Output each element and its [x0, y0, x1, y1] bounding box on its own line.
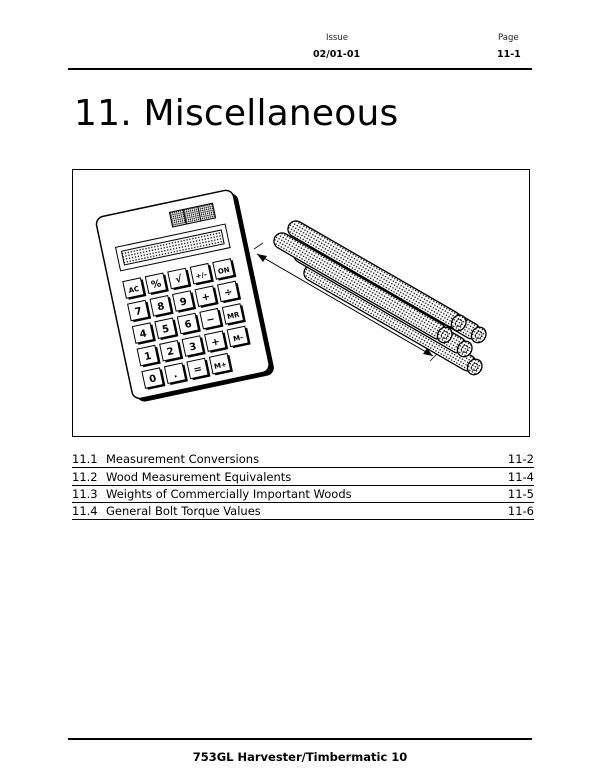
calculator-key-label: AC [127, 284, 140, 296]
issue-label: Issue [326, 33, 348, 43]
page-label: Page [498, 33, 519, 43]
calculator-key-label: % [150, 278, 163, 292]
calculator-key [218, 281, 242, 304]
calculator-key [200, 308, 224, 331]
toc-label: General Bolt Torque Values [106, 504, 261, 518]
calculator-key-label: 8 [156, 301, 166, 314]
calculator-key [132, 322, 156, 345]
toc-label: Weights of Commercially Important Woods [106, 487, 352, 501]
calculator-key [150, 295, 174, 318]
toc-page: 11-4 [507, 470, 534, 484]
calculator-key-label: = [192, 363, 204, 377]
toc-page: 11-2 [507, 452, 534, 466]
calculator-key-label: + [210, 336, 221, 349]
issue-date: 02/01-01 [313, 49, 361, 60]
calculator-key-label: MR [226, 310, 241, 322]
calculator-key [222, 303, 246, 326]
calculator-key [182, 335, 206, 358]
toc-entry[interactable] [72, 487, 534, 503]
calculator-key [164, 363, 188, 386]
toc-number: 11.4 [72, 504, 98, 518]
calculator-key-label: 5 [161, 323, 171, 336]
calculator-key [173, 290, 197, 313]
calculator-key [155, 318, 179, 341]
calculator-key-label: 9 [178, 296, 189, 309]
calculator-key [128, 300, 152, 323]
calculator-key-label: ÷ [223, 286, 234, 300]
calculator-key [190, 263, 214, 286]
calculator-drawing [95, 188, 275, 404]
toc-number: 11.2 [72, 470, 98, 484]
calculator-key [123, 277, 147, 300]
calculator-key-label: √ [174, 273, 184, 287]
calculator-key [145, 273, 169, 296]
calculator-key-label: ON [217, 265, 231, 277]
toc-number: 11.1 [72, 452, 98, 466]
page-number: 11-1 [497, 49, 521, 60]
calculator-key [213, 258, 237, 281]
logs-drawing [254, 218, 489, 377]
header-rule [68, 68, 532, 70]
calculator-key-label: 4 [138, 328, 148, 341]
calculator-key [195, 286, 219, 309]
toc-entry[interactable] [72, 452, 534, 468]
calculator-key [209, 353, 233, 376]
calculator-key-label: − [205, 313, 217, 327]
calculator-key [168, 268, 192, 291]
toc-label: Wood Measurement Equivalents [106, 470, 292, 484]
calculator-key [142, 367, 166, 390]
calculator-key-label: . [172, 368, 179, 381]
calculator-key-label: M- [232, 333, 244, 344]
calculator-key [137, 345, 161, 368]
calculator-key-label: 6 [183, 318, 193, 332]
calculator-key-label: 0 [148, 373, 158, 386]
toc-number: 11.3 [72, 487, 98, 501]
calculator-key-label: 2 [166, 346, 176, 359]
calculator-key [177, 313, 201, 336]
calculator-key-label: + [200, 291, 212, 304]
page-title: 11. Miscellaneous [74, 93, 399, 134]
calculator-key [187, 358, 211, 381]
toc-page: 11-6 [507, 504, 534, 518]
calculator-key-label: 7 [133, 305, 144, 319]
calculator-key-label: +/- [194, 270, 208, 281]
illustration [73, 170, 531, 438]
footer-rule [68, 738, 532, 740]
calculator-key [227, 326, 251, 349]
calculator-key-label: 1 [143, 350, 153, 364]
toc-page: 11-5 [507, 487, 534, 501]
calculator-key-label: 3 [188, 341, 198, 354]
footer-title: 753GL Harvester/Timbermatic 10 [192, 750, 408, 764]
calculator-key [205, 331, 229, 354]
toc-entry[interactable] [72, 470, 534, 486]
calculator-key [160, 340, 184, 363]
calculator-key-label: M+ [213, 360, 228, 371]
toc-label: Measurement Conversions [106, 452, 260, 466]
toc-entry[interactable] [72, 504, 534, 520]
figure-box [72, 169, 530, 437]
